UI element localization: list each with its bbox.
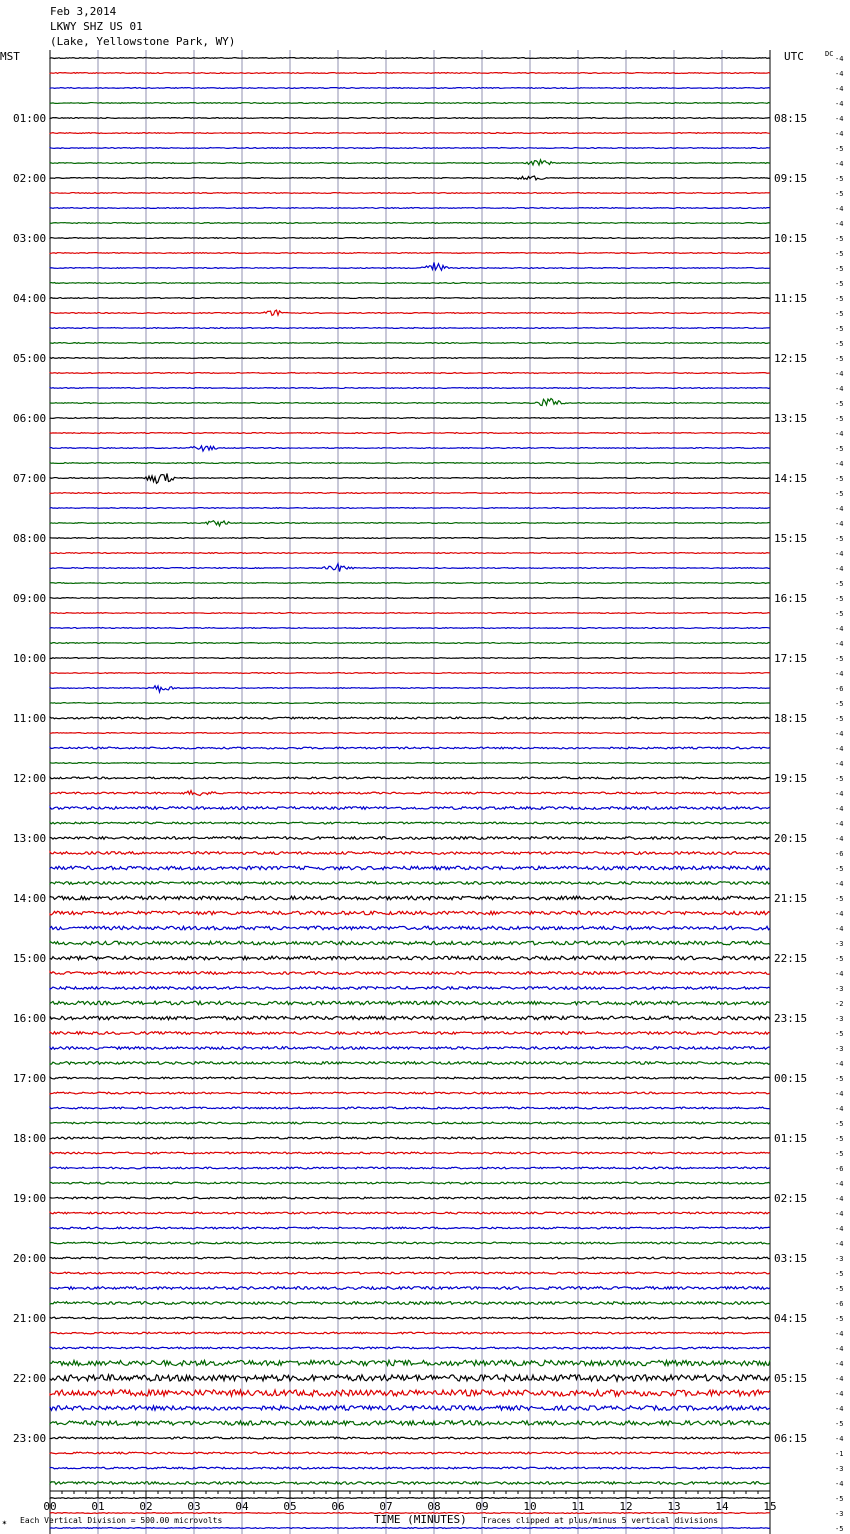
dc-offset-label: -6 [835, 1300, 844, 1308]
dc-offset-label: -4 [835, 880, 844, 888]
mst-hour-label: 17:00 [13, 1072, 47, 1085]
x-axis-title: TIME (MINUTES) [374, 1513, 467, 1526]
trace-row [50, 133, 770, 134]
trace-row [50, 1437, 770, 1439]
trace-row [50, 262, 770, 270]
dc-offset-label: -4 [835, 805, 844, 813]
dc-offset-label: -2 [835, 1000, 844, 1008]
dc-offset-label: -3 [835, 1255, 844, 1263]
dc-offset-label: -4 [835, 1375, 844, 1383]
utc-hour-label: 14:15 [774, 472, 808, 485]
trace-row [50, 103, 770, 104]
trace-row [50, 1332, 770, 1334]
dc-offset-label: -4 [835, 430, 844, 438]
trace-row [50, 310, 770, 315]
dc-offset-label: -5 [835, 265, 844, 273]
trace-row [50, 628, 770, 629]
dc-offset-label: -4 [835, 1405, 844, 1413]
trace-row [50, 473, 770, 483]
right-axis-title: UTC [784, 50, 804, 63]
utc-hour-labels [774, 112, 807, 1445]
mst-hour-label: 09:00 [13, 592, 47, 605]
trace-row [50, 553, 770, 554]
dc-offset-label: -4 [835, 1210, 844, 1218]
trace-row [50, 1272, 770, 1274]
trace-row [50, 703, 770, 704]
dc-offset-label: -4 [835, 820, 844, 828]
trace-row [50, 88, 770, 89]
trace-row [50, 418, 770, 419]
dc-offset-label: -3 [835, 985, 844, 993]
trace-row [50, 521, 770, 526]
dc-offset-label: -5 [835, 580, 844, 588]
dc-offset-label: -5 [835, 490, 844, 498]
x-axis [43, 1491, 776, 1513]
dc-offset-label: -3 [835, 1015, 844, 1023]
dc-offset-label: -5 [835, 1420, 844, 1428]
trace-row [50, 1257, 770, 1259]
trace-row [50, 583, 770, 584]
utc-hour-label: 16:15 [774, 592, 808, 605]
dc-offset-label: -5 [835, 895, 844, 903]
x-tick-label: 15 [763, 1500, 777, 1513]
mst-hour-label: 22:00 [13, 1372, 47, 1385]
trace-row [50, 463, 770, 464]
trace-row [50, 747, 770, 749]
x-tick-label: 14 [715, 1500, 729, 1513]
station-code: LKWY SHZ US 01 [50, 20, 143, 33]
dc-offset-label: -5 [835, 145, 844, 153]
mst-hour-label: 14:00 [13, 892, 47, 905]
dc-offset-label: -5 [835, 655, 844, 663]
utc-hour-label: 20:15 [774, 832, 808, 845]
mst-hour-label: 11:00 [13, 712, 47, 725]
trace-row [50, 733, 770, 734]
dc-offset-label: -4 [835, 100, 844, 108]
dc-offset-labels [835, 55, 843, 1534]
trace-row [50, 1047, 770, 1050]
dc-offset-label: -5 [835, 415, 844, 423]
dc-offset-label: -5 [835, 295, 844, 303]
trace-row [50, 508, 770, 509]
dc-offset-label: -4 [835, 370, 844, 378]
trace-row [50, 1107, 770, 1109]
dc-offset-label: -5 [835, 175, 844, 183]
x-tick-label: 09 [475, 1500, 489, 1513]
trace-row [50, 1032, 770, 1035]
utc-hour-label: 11:15 [774, 292, 808, 305]
dc-offset-label: -5 [835, 325, 844, 333]
dc-offset-label: -4 [835, 115, 844, 123]
mst-hour-label: 05:00 [13, 352, 47, 365]
trace-row [50, 1421, 770, 1425]
dc-offset-label: -4 [835, 85, 844, 93]
trace-row [50, 58, 770, 59]
dc-offset-label: -4 [835, 925, 844, 933]
x-tick-label: 05 [283, 1500, 297, 1513]
dc-offset-label: -6 [835, 1165, 844, 1173]
trace-row [50, 73, 770, 74]
trace-row [50, 223, 770, 224]
dc-offset-label: -4 [835, 745, 844, 753]
dc-offset-label: -5 [835, 775, 844, 783]
utc-hour-label: 04:15 [774, 1312, 808, 1325]
trace-row [50, 1452, 770, 1454]
trace-row [50, 388, 770, 389]
trace-row [50, 852, 770, 855]
clip-note: Traces clipped at plus/minus 5 vertical divisions [482, 1516, 719, 1525]
trace-row [50, 1242, 770, 1244]
utc-hour-label: 05:15 [774, 1372, 808, 1385]
dc-offset-label: -4 [835, 130, 844, 138]
dc-offset-label: -4 [835, 565, 844, 573]
trace-row [50, 1528, 770, 1529]
mst-hour-label: 18:00 [13, 1132, 47, 1145]
trace-row [50, 1375, 770, 1381]
trace-row [50, 643, 770, 644]
x-tick-label: 12 [619, 1500, 633, 1513]
trace-row [50, 1482, 770, 1485]
trace-row [50, 1498, 770, 1499]
dc-offset-label: -4 [835, 640, 844, 648]
x-tick-label: 10 [523, 1500, 537, 1513]
mst-hour-label: 19:00 [13, 1192, 47, 1205]
trace-row [50, 598, 770, 599]
utc-hour-label: 17:15 [774, 652, 808, 665]
trace-row [50, 1197, 770, 1199]
dc-offset-label: -5 [835, 1120, 844, 1128]
trace-row [50, 686, 770, 692]
trace-row [50, 1390, 770, 1396]
utc-hour-label: 19:15 [774, 772, 808, 785]
mst-hour-label: 03:00 [13, 232, 47, 245]
trace-row [50, 777, 770, 779]
seismic-traces [50, 58, 770, 1534]
dc-offset-label: -4 [835, 520, 844, 528]
trace-row [50, 148, 770, 149]
trace-row [50, 1122, 770, 1124]
x-tick-label: 11 [571, 1500, 585, 1513]
trace-row [50, 176, 770, 180]
utc-hour-label: 10:15 [774, 232, 808, 245]
trace-row [50, 956, 770, 960]
mst-hour-label: 16:00 [13, 1012, 47, 1025]
dc-offset-label: -4 [835, 1240, 844, 1248]
trace-row [50, 564, 770, 572]
dc-offset-label: -5 [835, 1285, 844, 1293]
dc-offset-label: -5 [835, 445, 844, 453]
trace-row [50, 1360, 770, 1365]
trace-row [50, 298, 770, 299]
utc-hour-label: 12:15 [774, 352, 808, 365]
utc-hour-label: 13:15 [774, 412, 808, 425]
x-tick-label: 03 [187, 1500, 201, 1513]
dc-offset-label: -4 [835, 55, 844, 63]
dc-offset-label: -4 [835, 385, 844, 393]
x-tick-label: 06 [331, 1500, 345, 1513]
trace-row [50, 1406, 770, 1410]
mst-hour-label: 06:00 [13, 412, 47, 425]
dc-offset-label: -4 [835, 670, 844, 678]
utc-hour-label: 15:15 [774, 532, 808, 545]
dc-offset-label: -5 [835, 955, 844, 963]
trace-row [50, 1347, 770, 1349]
trace-row [50, 1001, 770, 1005]
trace-row [50, 673, 770, 674]
trace-row [50, 1016, 770, 1020]
utc-hour-label: 08:15 [774, 112, 808, 125]
dc-offset-label: -3 [835, 1045, 844, 1053]
trace-row [50, 987, 770, 990]
dc-offset-label: -5 [835, 250, 844, 258]
trace-row [50, 613, 770, 614]
utc-hour-label: 02:15 [774, 1192, 808, 1205]
mst-hour-label: 20:00 [13, 1252, 47, 1265]
trace-row [50, 253, 770, 254]
scale-note: Each Vertical Division = 500.00 microvolts [20, 1516, 223, 1525]
dc-offset-label: -4 [835, 70, 844, 78]
trace-row [50, 446, 770, 451]
trace-row [50, 658, 770, 659]
trace-row [50, 193, 770, 194]
record-date: Feb 3,2014 [50, 5, 117, 18]
mst-hour-label: 21:00 [13, 1312, 47, 1325]
dc-offset-label: -5 [835, 715, 844, 723]
dc-offset-label: -4 [835, 1060, 844, 1068]
trace-row [50, 791, 770, 796]
trace-row [50, 822, 770, 824]
dc-offset-label: -4 [835, 1225, 844, 1233]
trace-row [50, 911, 770, 915]
dc-offset-label: -4 [835, 160, 844, 168]
trace-row [50, 1092, 770, 1094]
dc-offset-label: -5 [835, 535, 844, 543]
dc-offset-label: -5 [835, 865, 844, 873]
dc-offset-label: -1 [835, 1450, 844, 1458]
dc-offset-label: -5 [835, 235, 844, 243]
mst-hour-label: 12:00 [13, 772, 47, 785]
trace-row [50, 941, 770, 945]
trace-row [50, 1182, 770, 1184]
mst-hour-labels [13, 112, 46, 1445]
dc-offset-label: -4 [835, 1105, 844, 1113]
dc-offset-label: -4 [835, 1195, 844, 1203]
dc-offset-label: -3 [835, 940, 844, 948]
utc-hour-label: 09:15 [774, 172, 808, 185]
dc-offset-label: -6 [835, 850, 844, 858]
utc-hour-label: 00:15 [774, 1072, 808, 1085]
mst-hour-label: 08:00 [13, 532, 47, 545]
utc-hour-label: 01:15 [774, 1132, 808, 1145]
dc-offset-label: -4 [835, 910, 844, 918]
dc-offset-label: -4 [835, 760, 844, 768]
trace-row [50, 896, 770, 900]
dc-offset-label: -4 [835, 835, 844, 843]
dc-offset-label: -4 [835, 1360, 844, 1368]
trace-row [50, 343, 770, 344]
left-axis-title: MST [0, 50, 20, 63]
mst-hour-label: 02:00 [13, 172, 47, 185]
dc-offset-label: -5 [835, 355, 844, 363]
utc-hour-label: 22:15 [774, 952, 808, 965]
mst-hour-label: 01:00 [13, 112, 47, 125]
dc-offset-label: -5 [835, 340, 844, 348]
trace-row [50, 1077, 770, 1079]
dc-offset-label: -4 [835, 505, 844, 513]
trace-row [50, 763, 770, 764]
dc-offset-label: -4 [835, 1435, 844, 1443]
x-tick-label: 04 [235, 1500, 249, 1513]
dc-offset-label: -4 [835, 1390, 844, 1398]
dc-offset-label: -5 [835, 1270, 844, 1278]
dc-offset-label: -4 [835, 625, 844, 633]
trace-row [50, 1062, 770, 1065]
dc-offset-label: -4 [835, 220, 844, 228]
utc-hour-label: 21:15 [774, 892, 808, 905]
trace-row [50, 807, 770, 810]
dc-offset-label: -4 [835, 1345, 844, 1353]
dc-offset-label: -6 [835, 685, 844, 693]
dc-offset-label: -5 [835, 1315, 844, 1323]
x-tick-label: 07 [379, 1500, 393, 1513]
dc-offset-label: -5 [835, 190, 844, 198]
x-tick-label: 13 [667, 1500, 681, 1513]
dc-offset-label: -5 [835, 1075, 844, 1083]
dc-offset-label: -4 [835, 205, 844, 213]
trace-row [50, 118, 770, 119]
dc-offset-label: -5 [835, 1030, 844, 1038]
trace-row [50, 208, 770, 209]
trace-row [50, 1212, 770, 1214]
dc-offset-label: -5 [835, 610, 844, 618]
dc-offset-label: -5 [835, 1525, 844, 1533]
dc-offset-label: -3 [835, 1465, 844, 1473]
mst-hour-label: 23:00 [13, 1432, 47, 1445]
trace-row [50, 538, 770, 539]
trace-row [50, 1137, 770, 1139]
dc-offset-label: -5 [835, 400, 844, 408]
dc-offset-label: -4 [835, 1330, 844, 1338]
trace-row [50, 1152, 770, 1154]
trace-row [50, 238, 770, 239]
trace-row [50, 160, 770, 165]
dc-offset-label: -5 [835, 595, 844, 603]
trace-row [50, 398, 770, 405]
dc-offset-label: -5 [835, 1150, 844, 1158]
dc-offset-label: -5 [835, 310, 844, 318]
trace-row [50, 1227, 770, 1229]
trace-row [50, 837, 770, 840]
mst-hour-label: 15:00 [13, 952, 47, 965]
utc-hour-label: 06:15 [774, 1432, 808, 1445]
trace-row [50, 1287, 770, 1290]
mst-hour-label: 13:00 [13, 832, 47, 845]
trace-row [50, 1467, 770, 1469]
trace-row [50, 328, 770, 329]
trace-row [50, 493, 770, 494]
trace-row [50, 283, 770, 284]
dc-offset-label: -4 [835, 1480, 844, 1488]
dc-offset-label: -4 [835, 1180, 844, 1188]
trace-row [50, 717, 770, 719]
mst-hour-label: 10:00 [13, 652, 47, 665]
trace-row [50, 1167, 770, 1169]
dc-offset-label: -4 [835, 1090, 844, 1098]
dc-offset-label: -5 [835, 1135, 844, 1143]
dc-offset-label: -4 [835, 550, 844, 558]
dc-offset-label: -5 [835, 1495, 844, 1503]
trace-row [50, 866, 770, 870]
trace-row [50, 1317, 770, 1319]
dc-offset-label: -5 [835, 475, 844, 483]
x-tick-label: 02 [139, 1500, 153, 1513]
x-tick-label: 01 [91, 1500, 105, 1513]
dc-offset-label: -4 [835, 730, 844, 738]
dc-offset-label: -5 [835, 700, 844, 708]
x-tick-label: 00 [43, 1500, 57, 1513]
dc-offset-label: -4 [835, 460, 844, 468]
trace-row [50, 433, 770, 434]
trace-row [50, 358, 770, 359]
trace-row [50, 882, 770, 885]
dc-offset-label: -4 [835, 790, 844, 798]
corner-mark: ✶ [2, 1518, 7, 1527]
station-location: (Lake, Yellowstone Park, WY) [50, 35, 236, 48]
trace-row [50, 373, 770, 374]
trace-row [50, 1302, 770, 1305]
utc-hour-label: 18:15 [774, 712, 808, 725]
dc-offset-label: -4 [835, 970, 844, 978]
trace-row [50, 972, 770, 975]
mst-hour-label: 07:00 [13, 472, 47, 485]
trace-row [50, 926, 770, 930]
dc-offset-label: -3 [835, 1510, 844, 1518]
utc-hour-label: 03:15 [774, 1252, 808, 1265]
mst-hour-label: 04:00 [13, 292, 47, 305]
dc-offset-title: DC [825, 50, 834, 58]
dc-offset-label: -5 [835, 280, 844, 288]
utc-hour-label: 23:15 [774, 1012, 808, 1025]
x-tick-label: 08 [427, 1500, 441, 1513]
